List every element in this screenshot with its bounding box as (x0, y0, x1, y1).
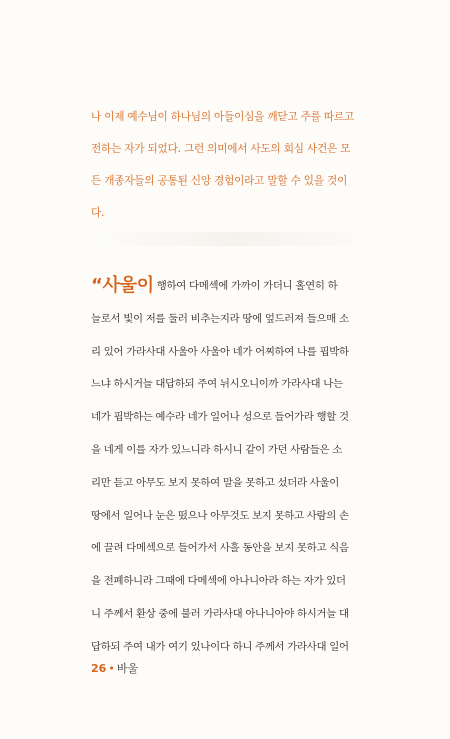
quote-line: 을 전폐하니라 그때에 다메섹에 아나니아라 하는 자가 있더 (91, 575, 346, 588)
scripture-quote-paragraph (91, 270, 387, 664)
intro-line: 든 개종자들의 공통된 신앙 경험이라고 말할 수 있을 것이 (91, 175, 348, 187)
bleed-through-shadow (95, 232, 375, 246)
quote-first-line (91, 270, 387, 303)
footer-separator: • (108, 662, 115, 675)
intro-paragraph (91, 101, 387, 229)
quote-line: 답하되 주여 내가 여기 있나이다 하니 주께서 가라사대 일어 (91, 640, 349, 653)
quote-line: 늘로서 빛이 저를 둘러 비추는지라 땅에 엎드러져 들으매 소 (91, 312, 349, 325)
quote-first-line-rest: 행하여 다메섹에 가까이 가더니 홀연히 하 (153, 280, 338, 292)
quote-line: 니 주께서 환상 중에 불러 가라사대 아나니아야 하시거늘 대 (91, 607, 349, 620)
quote-line: 땅에서 일어나 눈은 떴으나 아무것도 보지 못하고 사람의 손 (91, 509, 349, 522)
quote-line: 에 끌려 다메섹으로 들어가서 사흘 동안을 보지 못하고 식음 (91, 542, 349, 555)
quote-line: 네가 핍박하는 예수라 네가 일어나 성으로 들어가라 행할 것 (91, 411, 349, 424)
quote-line: 을 네게 이를 자가 있느니라 하시니 같이 가던 사람들은 소 (91, 443, 342, 456)
quote-drop-text: “사울이 (91, 275, 154, 296)
quote-line: 리만 듣고 아무도 보지 못하여 말을 못하고 섰더라 사울이 (91, 476, 339, 489)
book-title: 바울 (116, 662, 139, 675)
quote-line: 리 있어 가라사대 사울아 사울아 네가 어찌하여 나를 핍박하 (91, 345, 349, 358)
page-number: 26 (91, 662, 107, 675)
intro-line: 전하는 자가 되었다. 그런 의미에서 사도의 회심 사건은 모 (91, 143, 351, 155)
quote-line: 느냐 하시거늘 대답하되 주여 뉘시오니이까 가라사대 나는 (91, 378, 343, 391)
intro-line: 다. (91, 207, 105, 219)
page-footer (91, 660, 138, 676)
intro-line: 나 이제 예수님이 하나님의 아들이심을 깨닫고 주를 따르고 (91, 111, 354, 123)
